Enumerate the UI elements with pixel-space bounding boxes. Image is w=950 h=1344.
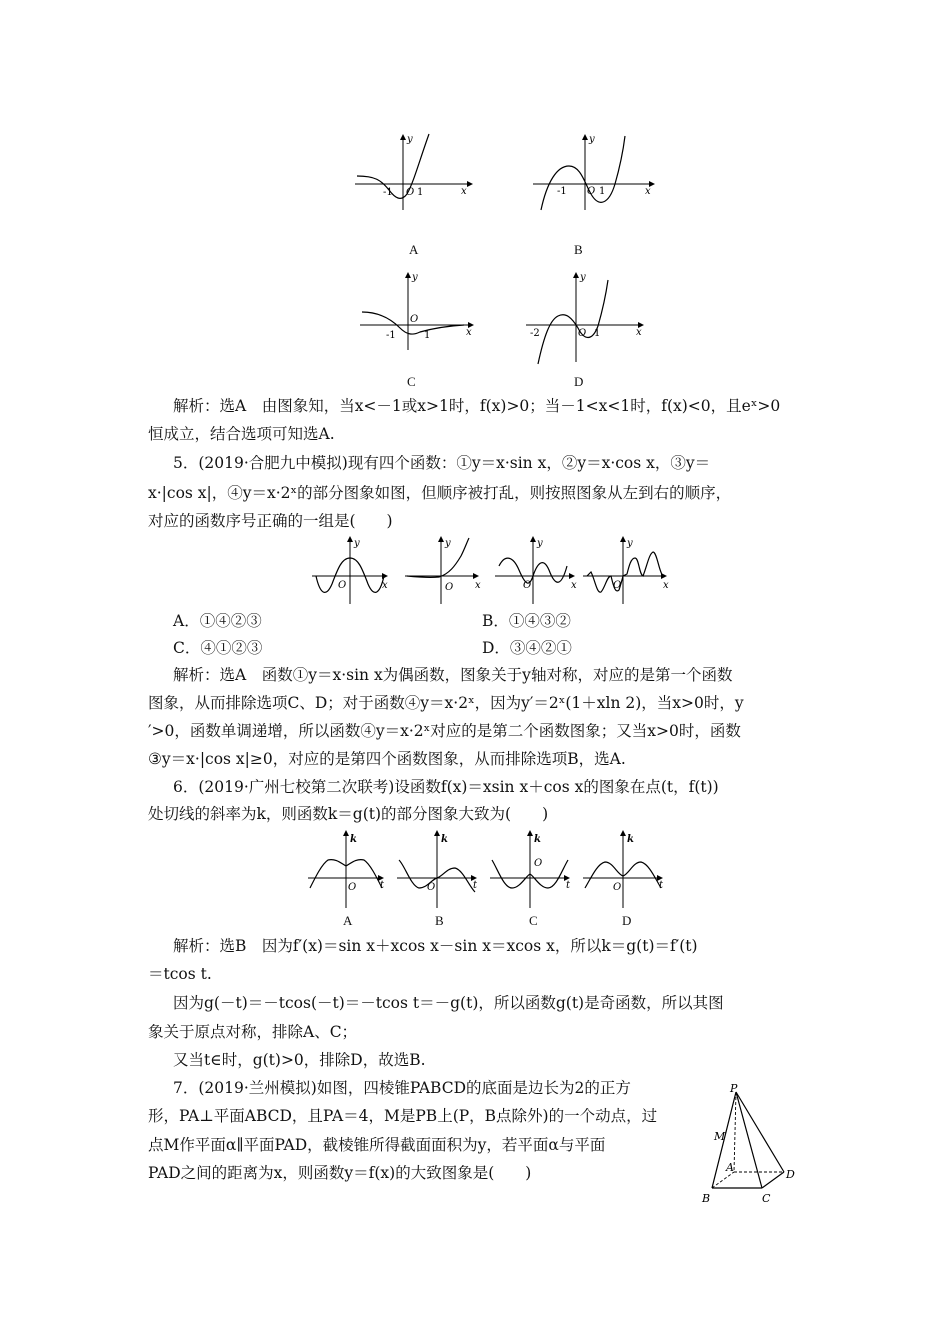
svg-text:y: y bbox=[445, 538, 451, 549]
svg-text:y: y bbox=[354, 538, 360, 549]
q6-stem-line-2: 处切线的斜率为k，则函数k＝g(t)的部分图象大致为( ) bbox=[148, 805, 549, 823]
svg-text:C: C bbox=[762, 1192, 771, 1205]
svg-text:y: y bbox=[589, 134, 595, 145]
svg-text:1: 1 bbox=[594, 328, 601, 339]
svg-text:x: x bbox=[466, 327, 472, 338]
q4-graph-a bbox=[355, 132, 475, 212]
q4-caption-b: B bbox=[574, 242, 583, 257]
q5-option-d[interactable]: D．③④②① bbox=[482, 639, 572, 657]
svg-text:y: y bbox=[537, 538, 543, 549]
svg-text:t: t bbox=[473, 880, 478, 891]
q4-solution-line-1: 解析：选A 由图象知，当x<－1或x>1时，f(x)>0；当－1<x<1时，f(x)<0，且eˣ>0 bbox=[173, 397, 781, 415]
q4-graph-c bbox=[360, 270, 480, 350]
q5-solution-line-2: 图象，从而排除选项C、D；对于函数④y＝x·2ˣ，因为y′＝2ˣ(1＋xln 2)，当x>0时，y bbox=[148, 694, 744, 712]
svg-text:t: t bbox=[566, 880, 571, 891]
svg-text:O: O bbox=[613, 580, 622, 591]
svg-text:x: x bbox=[571, 580, 577, 591]
svg-text:-1: -1 bbox=[383, 187, 393, 198]
svg-text:x: x bbox=[475, 580, 481, 591]
q5-stem-line-3: 对应的函数序号正确的一组是( ) bbox=[148, 512, 393, 530]
svg-text:O: O bbox=[410, 314, 419, 325]
q5-option-c[interactable]: C．④①②③ bbox=[173, 639, 263, 657]
q5-graph-4 bbox=[583, 536, 673, 606]
q7-stem-line-2: 形，PA⊥平面ABCD，且PA＝4，M是PB上(P，B点除外)的一个动点，过 bbox=[148, 1107, 658, 1125]
q4-graph-b bbox=[533, 132, 658, 212]
svg-text:1: 1 bbox=[417, 187, 424, 198]
q6-solution-line-3: 因为g(－t)＝－tcos(－t)＝－tcos t＝－g(t)，所以函数g(t)是奇函数，所以其图 bbox=[173, 994, 724, 1012]
q6-graph-a bbox=[308, 830, 388, 910]
svg-text:B: B bbox=[702, 1192, 711, 1205]
svg-text:1: 1 bbox=[599, 186, 606, 197]
svg-text:O: O bbox=[406, 187, 415, 198]
svg-text:P: P bbox=[730, 1082, 738, 1095]
svg-text:y: y bbox=[627, 538, 633, 549]
q7-stem-line-4: PAD之间的距离为x，则函数y＝f(x)的大致图象是( ) bbox=[148, 1164, 532, 1182]
q6-caption-d: D bbox=[622, 913, 632, 928]
svg-text:O: O bbox=[427, 882, 436, 893]
q5-graph-3 bbox=[495, 536, 580, 606]
svg-text:O: O bbox=[338, 580, 347, 591]
svg-text:k: k bbox=[534, 834, 541, 845]
svg-text:A: A bbox=[726, 1161, 734, 1174]
q7-stem-line-3: 点M作平面α∥平面PAD，截棱锥所得截面面积为y，若平面α与平面 bbox=[148, 1136, 606, 1154]
svg-text:y: y bbox=[580, 272, 586, 283]
svg-text:t: t bbox=[659, 880, 664, 891]
q5-graph-1 bbox=[312, 536, 392, 606]
q4-caption-d: D bbox=[574, 374, 584, 389]
q6-graph-c bbox=[490, 830, 575, 910]
q6-caption-a: A bbox=[343, 913, 353, 928]
q7-pyramid-figure bbox=[700, 1084, 800, 1209]
q6-solution-line-1: 解析：选B 因为f′(x)＝sin x＋xcos x－sin x＝xcos x，所以k＝g(t)＝f′(t) bbox=[173, 937, 698, 955]
svg-text:y: y bbox=[407, 134, 413, 145]
svg-text:x: x bbox=[663, 580, 669, 591]
svg-text:x: x bbox=[636, 327, 642, 338]
svg-text:x: x bbox=[461, 186, 467, 197]
q5-option-a[interactable]: A．①④②③ bbox=[173, 612, 262, 630]
q5-stem-line-2: x·|cos x|，④y＝x·2ˣ的部分图象如图，但顺序被打乱，则按照图象从左到右的顺序， bbox=[148, 484, 732, 502]
q6-solution-line-4: 象关于原点对称，排除A、C； bbox=[148, 1023, 358, 1041]
svg-text:k: k bbox=[627, 834, 634, 845]
svg-text:k: k bbox=[350, 834, 357, 845]
svg-text:t: t bbox=[380, 880, 385, 891]
q6-solution-line-5: 又当t∈时，g(t)>0，排除D，故选B. bbox=[173, 1051, 426, 1069]
q4-solution-line-2: 恒成立，结合选项可知选A. bbox=[148, 425, 335, 443]
svg-text:O: O bbox=[587, 186, 596, 197]
q7-stem-line-1: 7．(2019·兰州模拟)如图，四棱锥PABCD的底面是边长为2的正方 bbox=[173, 1079, 631, 1097]
q5-solution-line-3: ′>0，函数单调递增，所以函数④y＝x·2ˣ对应的是第二个函数图象；又当x>0时，函数 bbox=[148, 722, 741, 740]
svg-text:O: O bbox=[534, 858, 543, 869]
q6-graph-d bbox=[583, 830, 668, 910]
q6-graph-b bbox=[397, 830, 482, 910]
svg-text:O: O bbox=[445, 582, 454, 593]
svg-text:k: k bbox=[441, 834, 448, 845]
q6-caption-c: C bbox=[529, 913, 538, 928]
svg-text:y: y bbox=[412, 272, 418, 283]
svg-text:-2: -2 bbox=[530, 328, 540, 339]
q5-graph-2 bbox=[405, 536, 485, 606]
svg-text:O: O bbox=[348, 882, 357, 893]
q6-stem-line-1: 6．(2019·广州七校第二次联考)设函数f(x)＝xsin x＋cos x的图象在点(t，f(t)) bbox=[173, 778, 719, 796]
q4-caption-a: A bbox=[409, 242, 419, 257]
q4-caption-c: C bbox=[407, 374, 416, 389]
svg-text:1: 1 bbox=[424, 330, 431, 341]
q5-solution-line-1: 解析：选A 函数①y＝x·sin x为偶函数，图象关于y轴对称，对应的是第一个函数 bbox=[173, 666, 733, 684]
q4-graph-d bbox=[526, 270, 651, 365]
q5-solution-line-4: ③y＝x·|cos x|≥0，对应的是第四个函数图象，从而排除选项B，选A. bbox=[148, 750, 626, 768]
q6-caption-b: B bbox=[435, 913, 444, 928]
q6-solution-line-2: ＝tcos t. bbox=[148, 965, 212, 983]
svg-text:-1: -1 bbox=[386, 330, 396, 341]
svg-text:O: O bbox=[523, 580, 532, 591]
svg-text:-1: -1 bbox=[557, 186, 567, 197]
svg-text:O: O bbox=[578, 328, 587, 339]
q5-stem-line-1: 5．(2019·合肥九中模拟)现有四个函数：①y＝x·sin x，②y＝x·cos x，③y＝ bbox=[173, 454, 711, 472]
svg-text:D: D bbox=[786, 1168, 795, 1181]
svg-text:O: O bbox=[613, 882, 622, 893]
svg-text:x: x bbox=[645, 186, 651, 197]
svg-text:x: x bbox=[382, 580, 388, 591]
q5-option-b[interactable]: B．①④③② bbox=[482, 612, 571, 630]
svg-text:M: M bbox=[714, 1130, 726, 1143]
